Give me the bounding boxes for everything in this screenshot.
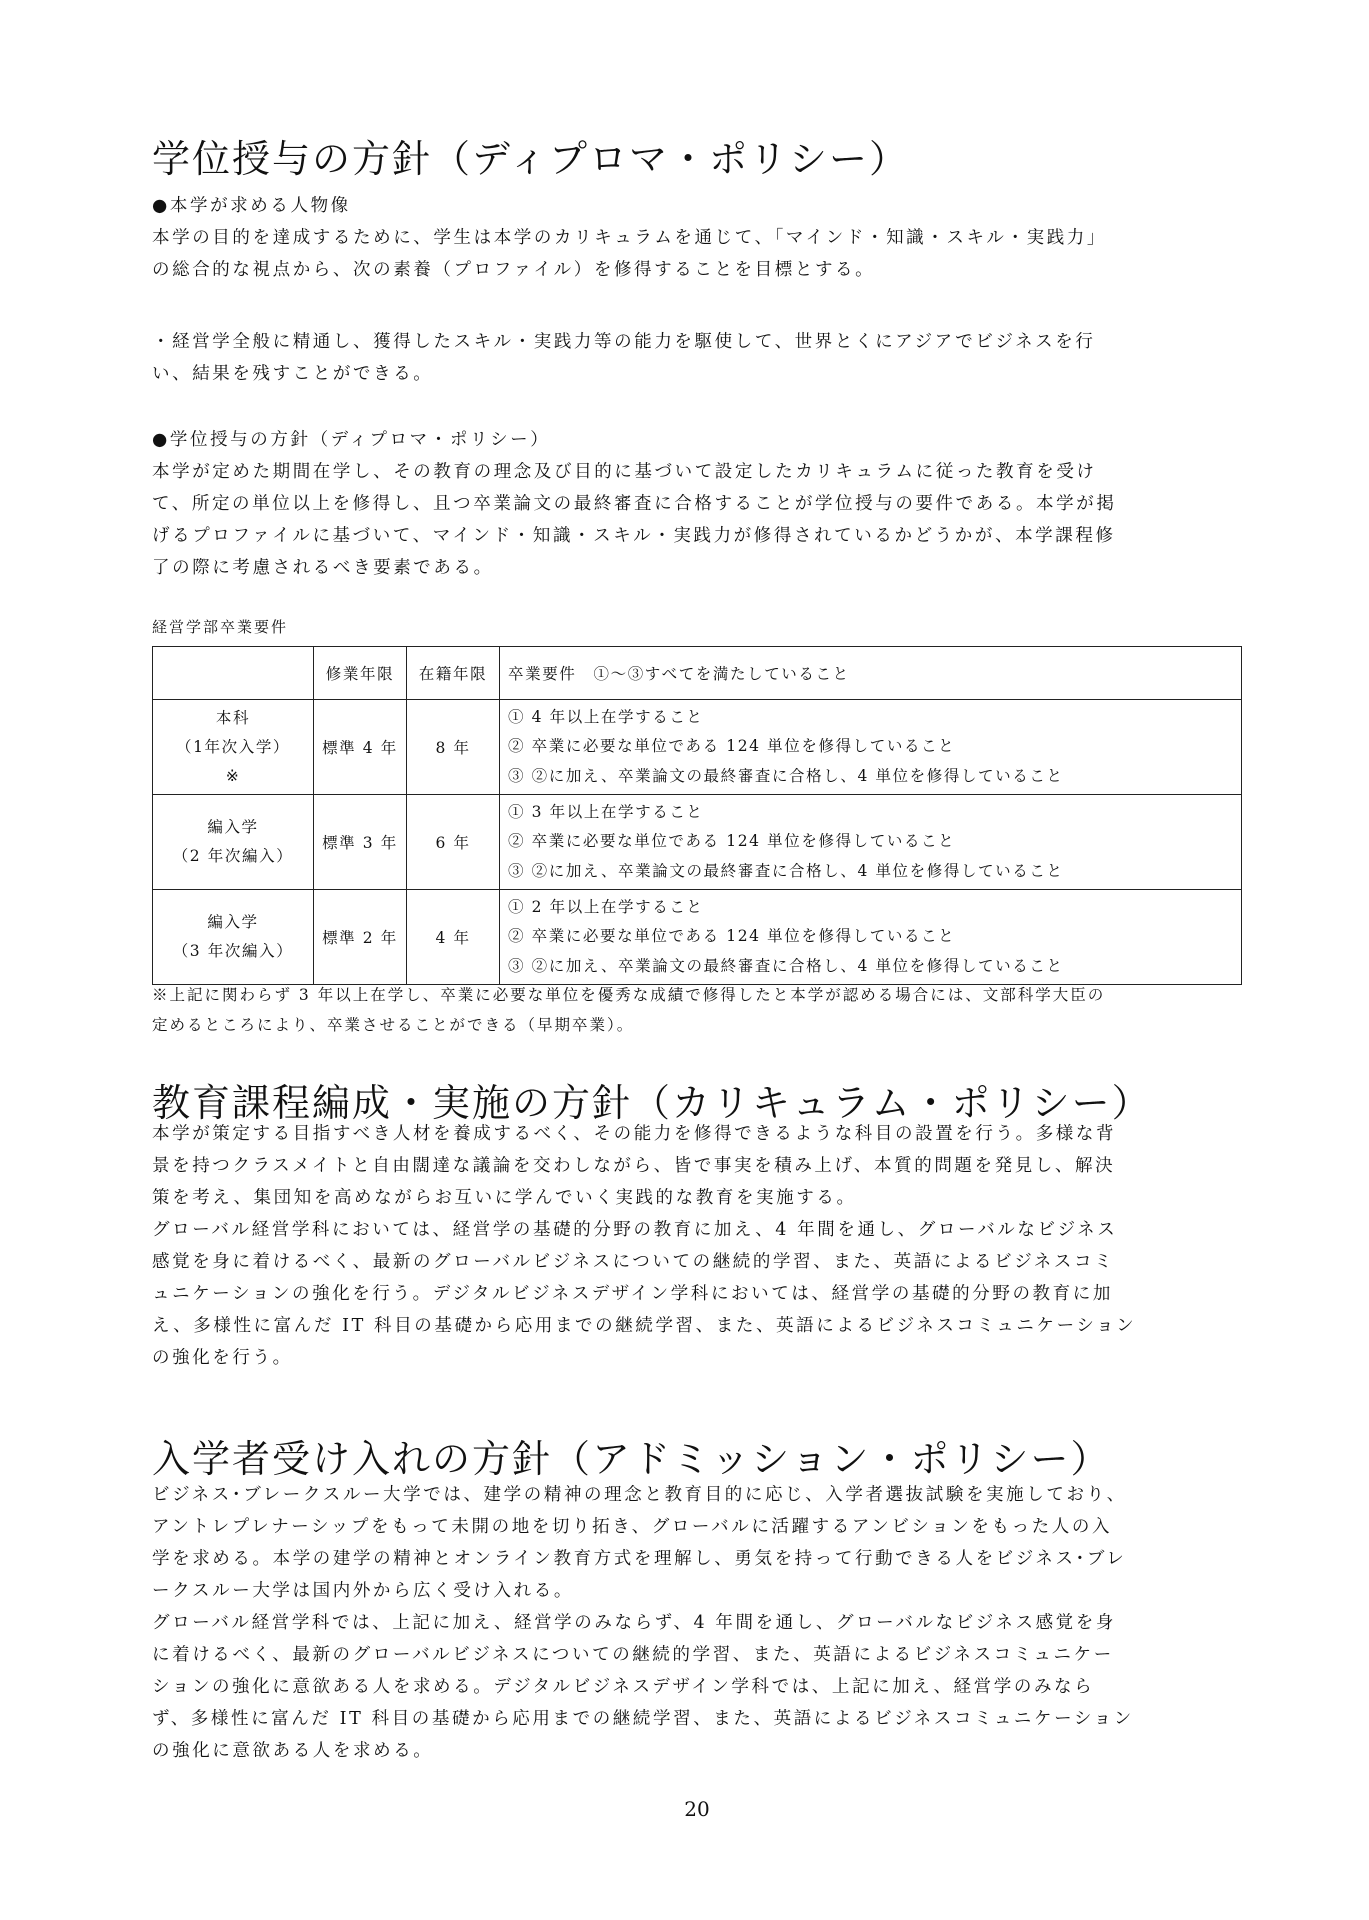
paragraph-line: グローバル経営学科では、上記に加え、経営学のみならず、4 年間を通し、グローバルなビジネス感覚を身 [152,1613,1116,1633]
paragraph-line: アントレプレナーシップをもって未開の地を切り拓き、グローバルに活躍するアンビションをもった人の入 [152,1517,1113,1537]
table-header-row [153,647,1242,700]
paragraph-line: ビジネス･ブレークスルー大学では、建学の精神の理念と教育目的に応じ、入学者選抜試験を実施しており、 [152,1485,1127,1505]
paragraph-line: 策を考え、集団知を高めながらお互いに学んでいく実践的な教育を実施する。 [152,1188,857,1208]
requirement-item: ③ ②に加え、卒業論文の最終審査に合格し、4 単位を修得していること [508,956,1064,975]
requirements-cell [500,890,1242,985]
persona-heading: ●本学が求める人物像 [152,196,351,216]
table-footnote [152,980,1242,1040]
diploma-policy-line-2: て、所定の単位以上を修得し、且つ卒業論文の最終審査に合格することが学位授与の要件である。本学が掲 [152,494,1117,514]
program-cell [153,700,314,795]
diploma-policy-title: 学位授与の方針（ディプロマ・ポリシー） [152,137,909,181]
header-study-years: 修業年限 [314,647,407,700]
paragraph-line: 景を持つクラスメイトと自由闊達な議論を交わしながら、皆で事実を積み上げ、本質的問題を発見し、解決 [152,1156,1116,1176]
requirement-item: ② 卒業に必要な単位である 124 単位を修得していること [508,927,956,946]
header-blank [153,647,314,700]
table-caption: 経営学部卒業要件 [152,618,289,636]
paragraph-line: の強化に意欲ある人を求める。 [152,1741,434,1761]
program-name: 本科 [215,708,251,727]
footnote-line-1: ※上記に関わらず 3 年以上在学し、卒業に必要な単位を優秀な成績で修得したと本学が認める場合には、文部科学大臣の [152,986,1106,1004]
admission-policy-body [152,1479,1242,1767]
paragraph-line: ュニケーションの強化を行う。デジタルビジネスデザイン学科においては、経営学の基礎的分野の教育に加 [152,1284,1113,1304]
table-row [153,795,1242,890]
requirement-item: ② 卒業に必要な単位である 124 単位を修得していること [508,832,956,851]
requirement-item: ① 3 年以上在学すること [508,802,704,821]
program-name: 編入学 [207,913,259,931]
study-years-cell: 標準 3 年 [314,795,407,890]
diploma-policy-section [152,424,1242,584]
paragraph-line: グローバル経営学科においては、経営学の基礎的分野の教育に加え、4 年間を通し、グローバルなビジネス [152,1220,1118,1240]
footnote-line-2: 定めるところにより、卒業させることができる（早期卒業）。 [152,1016,635,1034]
curriculum-policy-title: 教育課程編成・実施の方針（カリキュラム・ポリシー） [152,1081,1152,1125]
program-entry: （2 年次編入） [172,847,294,865]
requirements-cell [500,700,1242,795]
diploma-policy-line-4: 了の際に考慮されるべき要素である。 [152,558,494,578]
persona-line-2: の総合的な視点から、次の素養（プロファイル）を修得することを目標とする。 [152,260,876,280]
program-cell [153,795,314,890]
requirement-item: ③ ②に加え、卒業論文の最終審査に合格し、4 単位を修得していること [508,766,1064,785]
program-name: 編入学 [207,818,259,836]
paragraph-line: ークスルー大学は国内外から広く受け入れる。 [152,1581,574,1601]
requirement-item: ③ ②に加え、卒業論文の最終審査に合格し、4 単位を修得していること [508,861,1064,880]
paragraph-line: 本学が策定する目指すべき人材を養成するべく、その能力を修得できるような科目の設置を行う。多様な背 [152,1124,1117,1144]
persona-section [152,190,1242,286]
enroll-years-cell: 6 年 [407,795,500,890]
paragraph-line: ションの強化に意欲ある人を求める。デジタルビジネスデザイン学科では、上記に加え、経営学のみなら [152,1677,1095,1697]
paragraph-line: 感覚を身に着けるべく、最新のグローバルビジネスについての継続的学習、また、英語によるビジネスコミ [152,1252,1115,1272]
paragraph-line: ず、多様性に富んだ IT 科目の基礎から応用までの継続学習、また、英語によるビジネスコミュニケーション [152,1709,1134,1729]
diploma-policy-line-1: 本学が定めた期間在学し、その教育の理念及び目的に基づいて設定したカリキュラムに従った教育を受け [152,462,1097,482]
profile-line-2: い、結果を残すことができる。 [152,364,434,384]
graduation-requirements-table [152,646,1242,985]
persona-line-1: 本学の目的を達成するために、学生は本学のカリキュラムを通じて、「マインド・知識・スキル・実践力」 [152,228,1107,248]
header-enroll-years: 在籍年限 [407,647,500,700]
program-cell [153,890,314,985]
program-entry: （3 年次編入） [172,942,294,960]
profile-line-1: ・経営学全般に精通し、獲得したスキル・実践力等の能力を駆使して、世界とくにアジアでビジネスを行 [152,332,1096,352]
diploma-policy-heading: ●学位授与の方針（ディプロマ・ポリシー） [152,430,551,450]
study-years-cell: 標準 4 年 [314,700,407,795]
program-entry: （1年次入学） [175,737,291,756]
requirement-item: ① 4 年以上在学すること [508,707,704,726]
table-row [153,890,1242,985]
requirement-item: ② 卒業に必要な単位である 124 単位を修得していること [508,737,956,756]
requirement-item: ① 2 年以上在学すること [508,897,704,916]
profile-section [152,326,1242,390]
enroll-years-cell: 8 年 [407,700,500,795]
program-note-mark: ※ [225,766,241,785]
paragraph-line: の強化を行う。 [152,1348,293,1368]
requirements-cell [500,795,1242,890]
admission-policy-title: 入学者受け入れの方針（アドミッション・ポリシー） [152,1437,1111,1481]
paragraph-line: に着けるべく、最新のグローバルビジネスについての継続的学習、また、英語によるビジネスコミュニケー [152,1645,1114,1665]
enroll-years-cell: 4 年 [407,890,500,985]
header-requirements: 卒業要件 ①～③すべてを満たしていること [500,647,1242,700]
study-years-cell: 標準 2 年 [314,890,407,985]
table-row [153,700,1242,795]
curriculum-policy-body [152,1118,1242,1374]
page-number: 20 [684,1797,710,1821]
paragraph-line: 学を求める。本学の建学の精神とオンライン教育方式を理解し、勇気を持って行動できる人をビジネス･ブレ [152,1549,1127,1569]
paragraph-line: え、多様性に富んだ IT 科目の基礎から応用までの継続学習、また、英語によるビジネスコミュニケーション [152,1316,1137,1336]
diploma-policy-line-3: げるプロファイルに基づいて、マインド・知識・スキル・実践力が修得されているかどうかが、本学課程修 [152,526,1116,546]
